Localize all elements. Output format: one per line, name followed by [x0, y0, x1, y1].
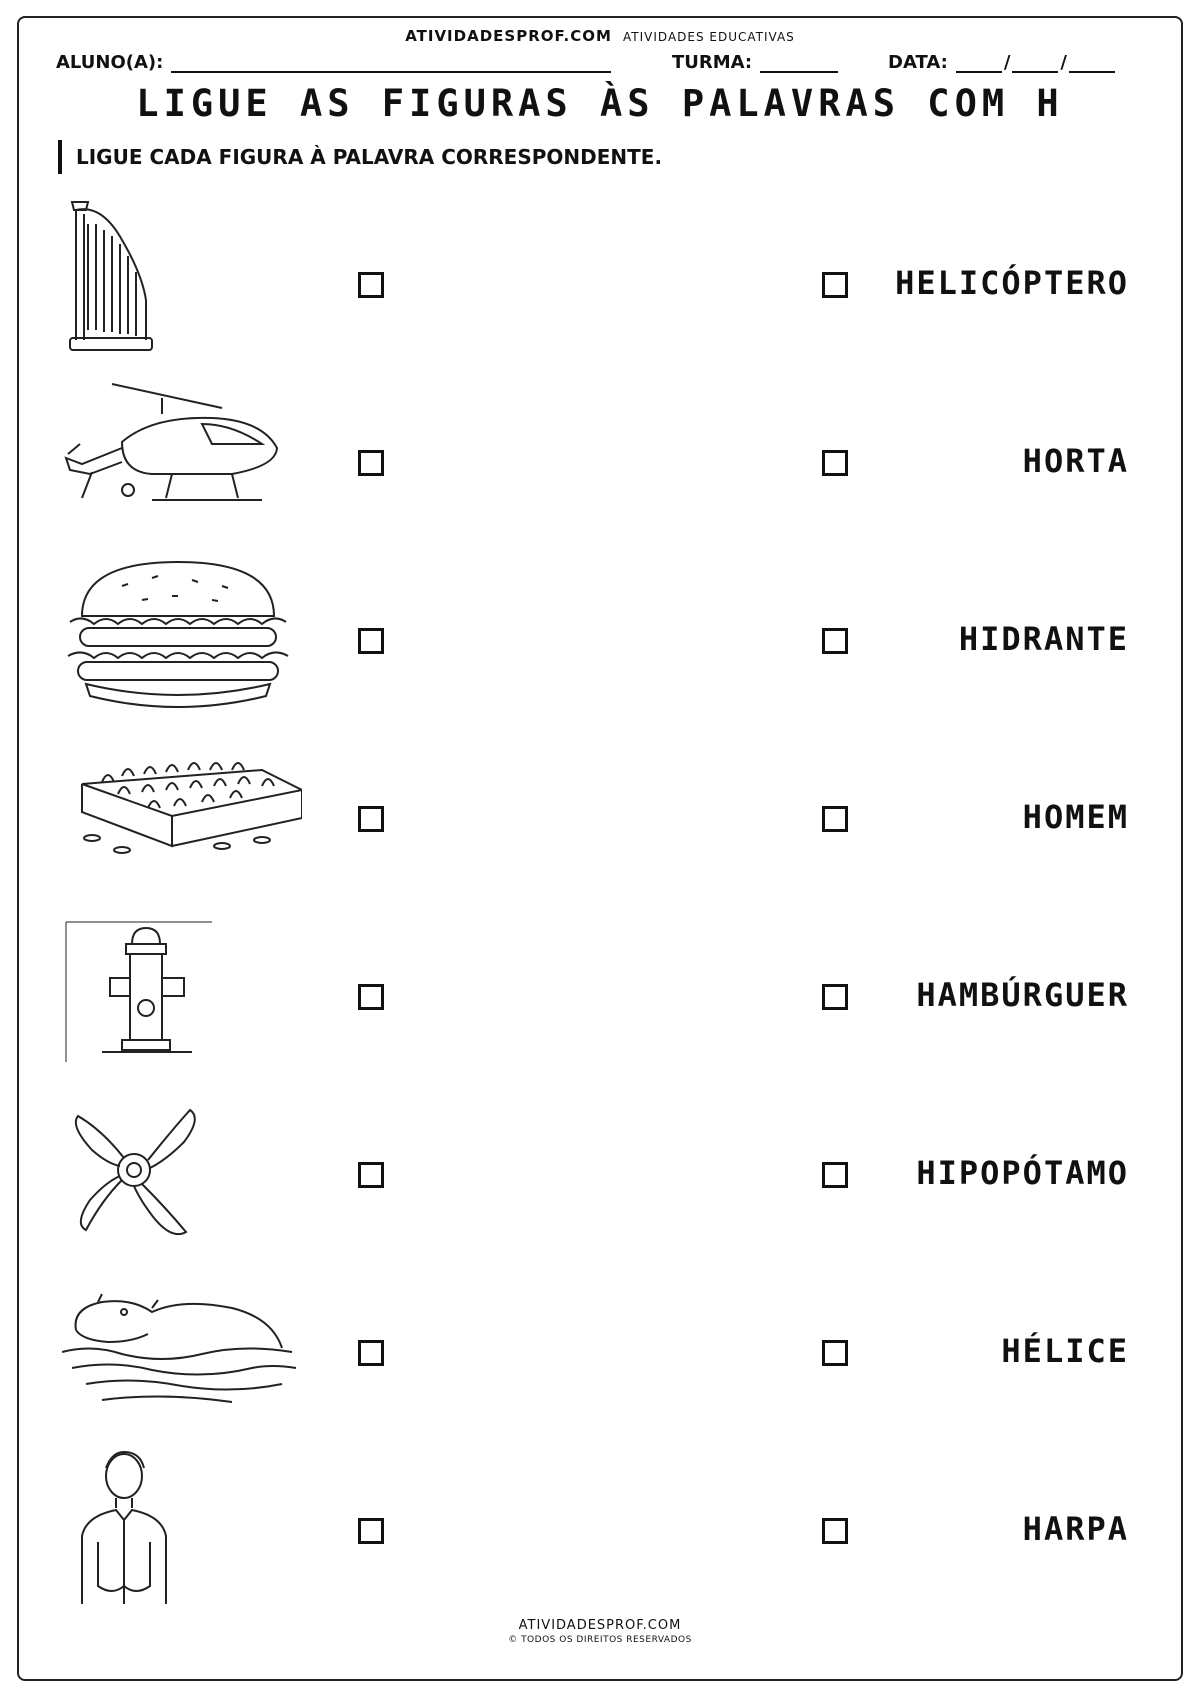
- class-label: TURMA:: [672, 52, 753, 73]
- footer-copyright: © TODOS OS DIREITOS RESERVADOS: [508, 1635, 692, 1645]
- match-row: [0, 556, 1200, 726]
- word-label: HAMBÚRGUER: [916, 976, 1129, 1014]
- page-title: LIGUE AS FIGURAS ÀS PALAVRAS COM H: [136, 82, 1064, 125]
- word-label: HELICÓPTERO: [895, 264, 1129, 302]
- date-year-blank[interactable]: [1069, 53, 1115, 73]
- picture-checkbox[interactable]: [358, 1518, 384, 1544]
- fire-hydrant-icon: [62, 912, 302, 1072]
- match-row: [0, 1090, 1200, 1260]
- match-row: [0, 378, 1200, 548]
- date-label: DATA:: [888, 52, 948, 73]
- picture-checkbox[interactable]: [358, 450, 384, 476]
- hippopotamus-icon: [62, 1268, 302, 1428]
- picture-checkbox[interactable]: [358, 806, 384, 832]
- word-checkbox[interactable]: [822, 1162, 848, 1188]
- date-field: DATA: / /: [888, 52, 1115, 73]
- page-footer: [0, 1618, 1200, 1645]
- word-checkbox[interactable]: [822, 1518, 848, 1544]
- word-label: HÉLICE: [1001, 1332, 1129, 1370]
- match-row: [0, 1268, 1200, 1438]
- match-row: [0, 912, 1200, 1082]
- word-label: HORTA: [1022, 442, 1129, 480]
- student-label: ALUNO(A):: [56, 52, 164, 73]
- vegetable-garden-icon: [62, 734, 302, 894]
- word-checkbox[interactable]: [822, 1340, 848, 1366]
- word-label: HARPA: [1022, 1510, 1129, 1548]
- match-row: [0, 1446, 1200, 1616]
- footer-site: ATIVIDADESPROF.COM: [518, 1618, 682, 1633]
- student-field: [56, 52, 611, 73]
- word-checkbox[interactable]: [822, 272, 848, 298]
- word-checkbox[interactable]: [822, 450, 848, 476]
- site-tagline: ATIVIDADES EDUCATIVAS: [623, 30, 795, 44]
- helicopter-icon: [62, 378, 302, 538]
- match-row: [0, 734, 1200, 904]
- word-checkbox[interactable]: [822, 984, 848, 1010]
- hamburger-icon: [62, 556, 302, 716]
- harp-icon: [62, 200, 302, 360]
- student-info-row: [56, 52, 1146, 78]
- man-icon: [62, 1446, 302, 1606]
- student-name-blank[interactable]: [171, 53, 611, 73]
- picture-checkbox[interactable]: [358, 1340, 384, 1366]
- date-day-blank[interactable]: [956, 53, 1002, 73]
- instruction-text: LIGUE CADA FIGURA À PALAVRA CORRESPONDENTE.: [58, 140, 662, 174]
- match-row: [0, 200, 1200, 370]
- class-field: [672, 52, 838, 73]
- site-name: ATIVIDADESPROF.COM: [405, 27, 612, 45]
- picture-checkbox[interactable]: [358, 628, 384, 654]
- word-checkbox[interactable]: [822, 628, 848, 654]
- word-label: HOMEM: [1022, 798, 1129, 836]
- picture-checkbox[interactable]: [358, 984, 384, 1010]
- site-header: [0, 26, 1200, 45]
- propeller-icon: [62, 1090, 302, 1250]
- class-blank[interactable]: [760, 53, 838, 73]
- picture-checkbox[interactable]: [358, 1162, 384, 1188]
- word-label: HIPOPÓTAMO: [916, 1154, 1129, 1192]
- word-label: HIDRANTE: [958, 620, 1129, 658]
- date-month-blank[interactable]: [1012, 53, 1058, 73]
- word-checkbox[interactable]: [822, 806, 848, 832]
- picture-checkbox[interactable]: [358, 272, 384, 298]
